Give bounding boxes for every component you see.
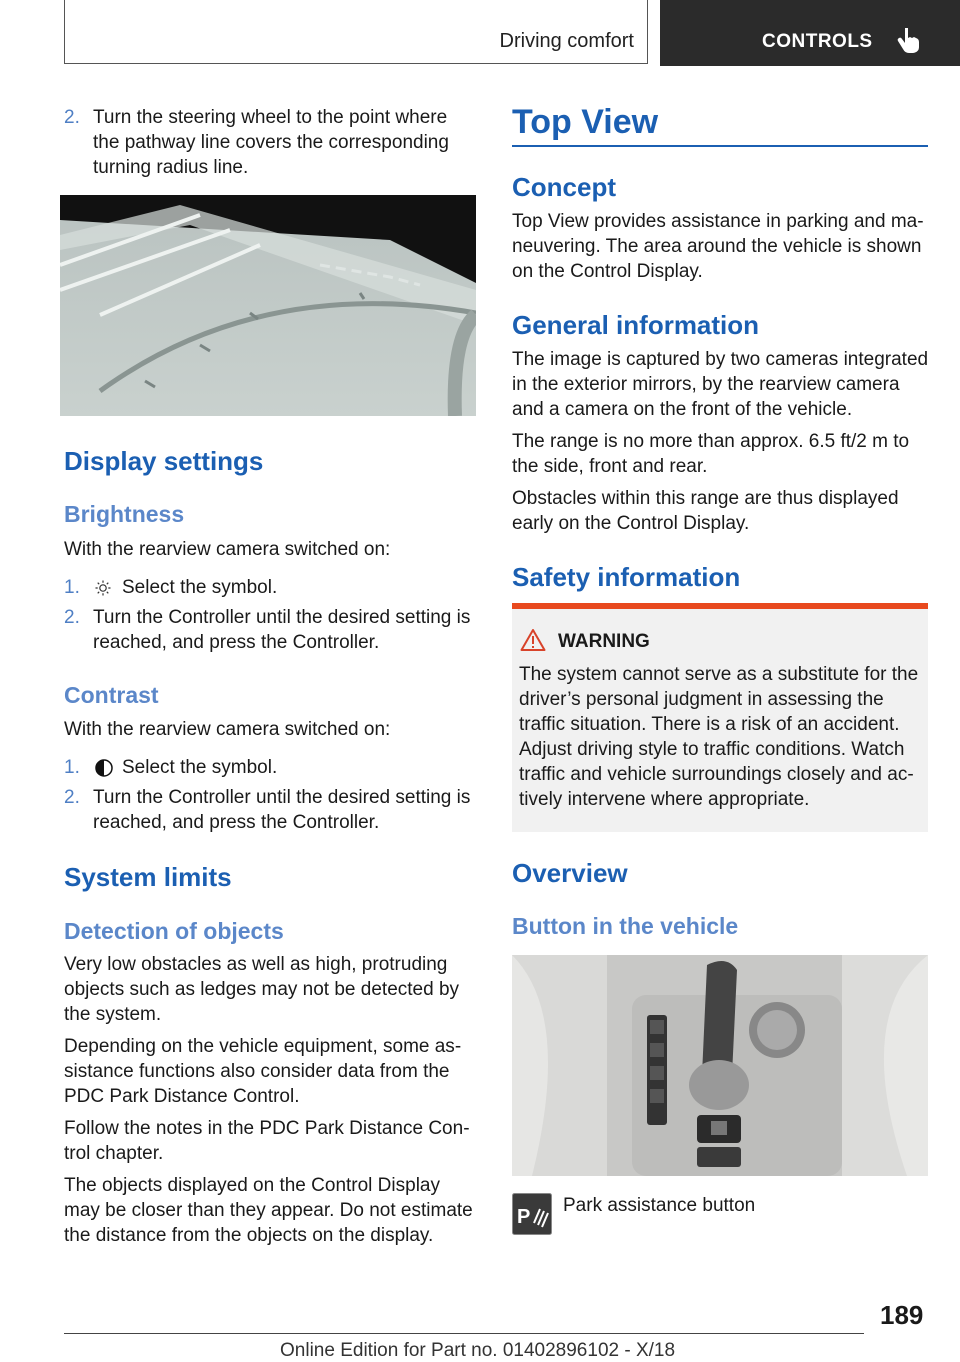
step-number: 2. — [64, 607, 80, 628]
detection-paragraph: Follow the notes in the PDC Park Distance Control chapter. — [64, 1118, 470, 1164]
svg-text:P: P — [517, 1206, 531, 1228]
step-text: Select the symbol. — [122, 577, 278, 598]
header-chapter-title: CONTROLS — [762, 31, 873, 52]
detection-paragraph: Depending on the vehicle equipment, some assistance functions also consider data from the PDC Park Distance Control. — [64, 1036, 462, 1107]
heading-safety-information: Safety information — [512, 562, 741, 592]
warning-bar — [512, 603, 928, 609]
step-number: 2. — [64, 787, 80, 808]
general-section — [512, 347, 930, 536]
brightness-sun-icon — [95, 580, 111, 596]
concept-text: Top View provides assistance in parking and maneuvering. The area around the vehicle is shown on the Control Display. — [512, 211, 924, 282]
brightness-intro: With the rearview camera switched on: — [64, 539, 391, 560]
brightness-section — [64, 537, 478, 655]
step-list-steering — [64, 105, 478, 180]
list-item — [64, 785, 478, 835]
list-item — [64, 575, 478, 600]
header-section-title: Driving comfort — [499, 30, 634, 52]
footer-edition: Online Edition for Part no. 01402896102 - X/18 — [280, 1340, 676, 1361]
heading-general-information: General information — [512, 310, 760, 340]
general-paragraph: Obstacles within this range are thus displayed early on the Control Display. — [512, 488, 899, 534]
list-item — [64, 105, 478, 180]
park-assistance-button-icon — [512, 1193, 552, 1235]
step-text: Select the symbol. — [122, 757, 278, 778]
rearview-camera-image — [60, 195, 476, 416]
heading-brightness: Brightness — [64, 501, 185, 527]
contrast-section — [64, 717, 478, 835]
step-text: Turn the Controller until the desired setting is reached, and press the Controller. — [93, 607, 471, 653]
hand-pointer-icon — [896, 26, 922, 54]
detection-paragraph: Very low obstacles as well as high, protruding objects such as ledges may not be detected by the system. — [64, 954, 460, 1025]
warning-triangle-icon — [520, 628, 546, 652]
step-number: 1. — [64, 577, 80, 598]
heading-contrast: Contrast — [64, 682, 159, 708]
list-item — [64, 755, 478, 780]
park-assistance-caption: Park assistance button — [563, 1195, 756, 1216]
heading-concept: Concept — [512, 172, 616, 202]
warning-label: WARNING — [558, 631, 650, 652]
list-item — [64, 605, 478, 655]
contrast-intro: With the rearview camera switched on: — [64, 719, 391, 740]
heading-display-settings: Display settings — [64, 446, 264, 476]
step-text: Turn the Controller until the desired setting is reached, and press the Controller. — [93, 787, 471, 833]
heading-detection-of-objects: Detection of objects — [64, 918, 284, 944]
step-text: Turn the steering wheel to the point where the pathway line covers the corresponding turning radius line. — [93, 107, 449, 178]
general-paragraph: The image is captured by two cameras integrated in the exterior mirrors, by the rearview camera and a camera on the front of the vehicle. — [512, 349, 929, 420]
detection-section — [64, 952, 478, 1248]
step-number: 1. — [64, 757, 80, 778]
heading-overview: Overview — [512, 858, 628, 888]
page-title-top-view: Top View — [512, 103, 659, 141]
step-number: 2. — [64, 107, 80, 128]
heading-system-limits: System limits — [64, 862, 232, 892]
title-rule — [512, 145, 928, 147]
contrast-icon — [95, 759, 113, 777]
page-number: 189 — [880, 1300, 924, 1330]
general-paragraph: The range is no more than approx. 6.5 ft/2 m to the side, front and rear. — [512, 431, 910, 477]
detection-paragraph: The objects displayed on the Control Display may be closer than they appear. Do not estimate the distance from the objects on the display. — [64, 1175, 473, 1246]
warning-text: The system cannot serve as a substitute for the driver’s personal judgment in assessing the traffic situation. There is a risk of an accident. Adjust driving style to traffic conditions. Watch traffic and vehicle surroundings closely and actively intervene where appropriate. — [519, 664, 919, 810]
center-console-image — [512, 955, 928, 1176]
footer-rule — [64, 1333, 864, 1334]
heading-button-in-vehicle: Button in the vehicle — [512, 913, 739, 939]
